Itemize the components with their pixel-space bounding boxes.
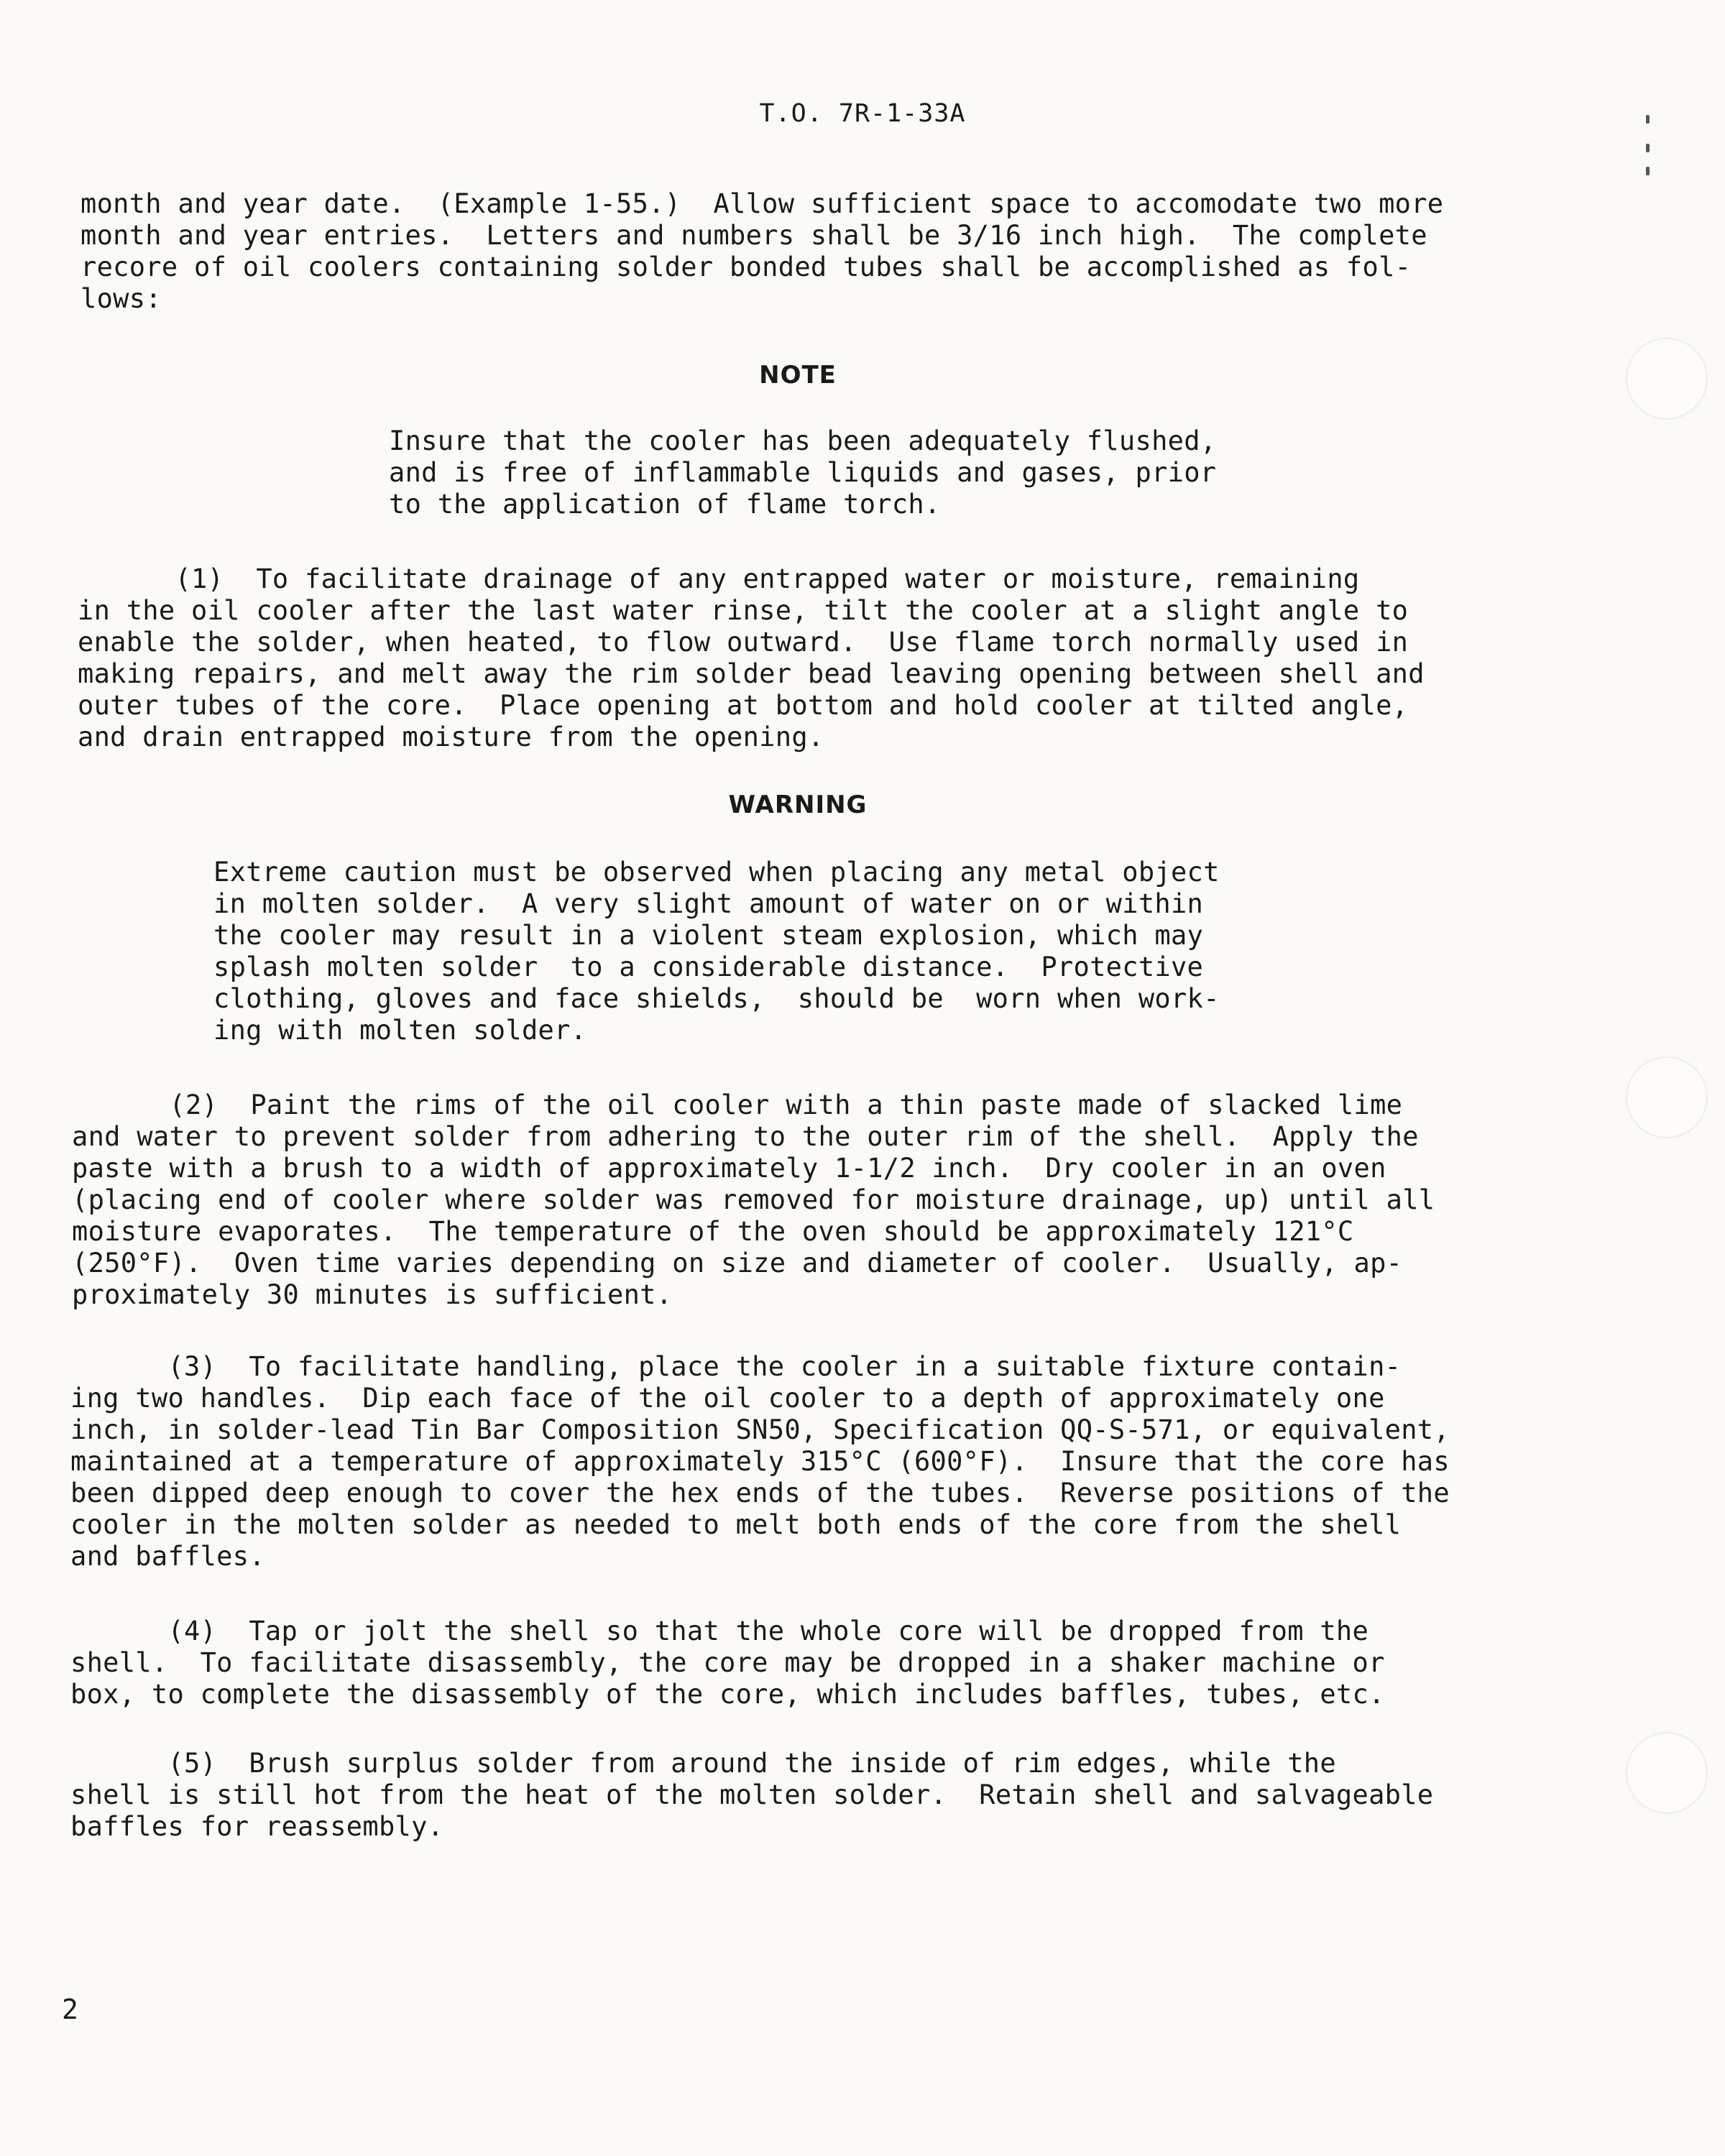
intro-paragraph: month and year date. (Example 1-55.) Allow sufficient space to accomodate two more month and year entries. Letters and numbers shall be 3/16 inch high. The complete recore of oil coolers containing solder bonded tubes shall be accomplished as fol- lows: — [80, 188, 1444, 314]
step-2-paragraph: (2) Paint the rims of the oil cooler with a thin paste made of slacked lime and water to prevent solder from adhering to the outer rim of the shell. Apply the paste with a brush to a width of approximately 1-1/2 inch. Dry cooler in an oven (placing end of cooler where solder was removed for moisture drainage, up) until all moisture evaporates. The temperature of the oven should be approximately 121°C (250°F). Oven time varies depending on size and diameter of cooler. Usually, ap- proximately 30 minutes is sufficient. — [72, 1089, 1435, 1310]
note-heading: NOTE — [759, 361, 837, 390]
warning-text: Extreme caution must be observed when placing any metal object in molten solder. A very slight amount of water on or within the cooler may result in a violent steam explosion, which may splash molten solder to a considerable distance. Protective clothing, gloves and face shields, should be worn when work- ing with molten solder. — [213, 857, 1220, 1046]
binder-hole-top — [1626, 338, 1708, 420]
edge-mark-3 — [1646, 167, 1650, 175]
note-text: Insure that the cooler has been adequately flushed, and is free of inflammable liquids and gases, prior to the application of flame torch. — [389, 425, 1217, 520]
step-3-paragraph: (3) To facilitate handling, place the cooler in a suitable fixture contain- ing two handles. Dip each face of the oil cooler to a depth of approximately one inch, in solder-lead Tin Bar Composition SN50, Specification QQ-S-571, or equivalent, maintained at a temperature of approximately 315°C (600°F). Insure that the core has been dipped deep enough to cover the hex ends of the tubes. Reverse positions of the cooler in the molten solder as needed to melt both ends of the core from the shell and baffles. — [70, 1351, 1450, 1572]
page-number: 2 — [62, 1994, 78, 2025]
step-4-paragraph: (4) Tap or jolt the shell so that the whole core will be dropped from the shell. To facilitate disassembly, the core may be dropped in a shaker machine or box, to complete the disassembly of the core, which includes baffles, tubes, etc. — [70, 1616, 1385, 1710]
binder-hole-bottom — [1626, 1732, 1708, 1814]
warning-heading: WARNING — [728, 791, 868, 819]
binder-hole-middle — [1626, 1056, 1708, 1138]
edge-mark-1 — [1646, 115, 1650, 124]
document-header: T.O. 7R-1-33A — [759, 99, 966, 128]
edge-mark-2 — [1646, 144, 1650, 152]
step-5-paragraph: (5) Brush surplus solder from around the inside of rim edges, while the shell is still hot from the heat of the molten solder. Retain shell and salvageable baffles for reassembly. — [70, 1748, 1434, 1842]
step-1-paragraph: (1) To facilitate drainage of any entrapped water or moisture, remaining in the oil cooler after the last water rinse, tilt the cooler at a slight angle to enable the solder, when heated, to flow outward. Use flame torch normally used in making repairs, and melt away the rim solder bead leaving opening between shell and outer tubes of the core. Place opening at bottom and hold cooler at tilted angle, and drain entrapped moisture from the opening. — [78, 563, 1425, 752]
